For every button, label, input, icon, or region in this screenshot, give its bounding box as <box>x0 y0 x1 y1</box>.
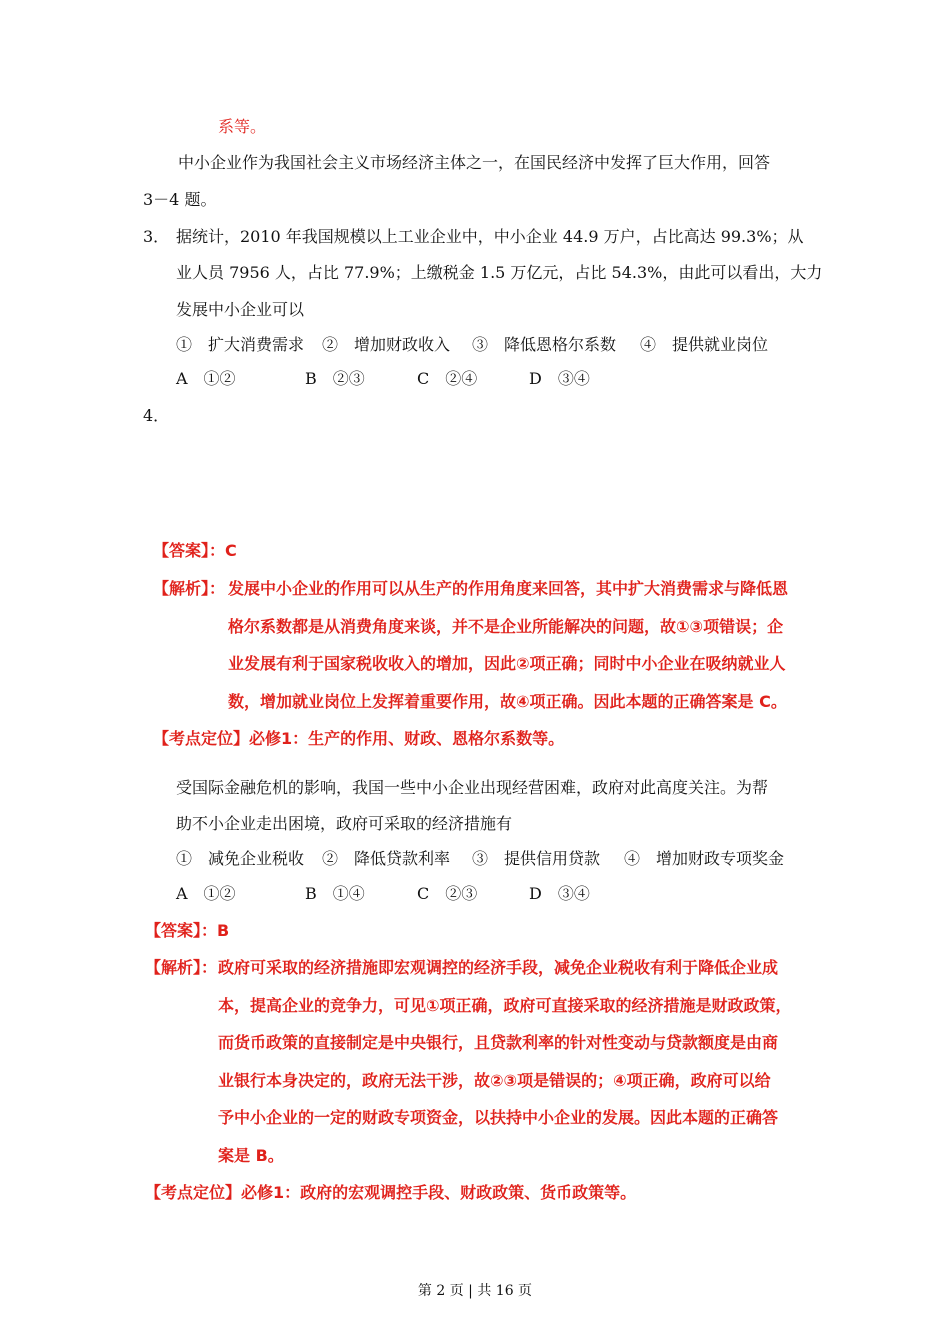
answer-label: 【答案】： <box>145 921 218 940</box>
intro-line-1: 中小企业作为我国社会主义市场经济主体之一，在国民经济中发挥了巨大作用，回答 <box>178 153 771 172</box>
question-3-choice: B ②③ <box>305 369 365 388</box>
key-point-label: 【考点定位】 <box>153 729 250 748</box>
analysis-label: 【解析】： <box>145 958 218 977</box>
analysis-line: 而货币政策的直接制定是中央银行，且贷款利率的针对性变动与贷款额度是由商 <box>218 1033 779 1052</box>
question-4-stem-line: 受国际金融危机的影响，我国一些中小企业出现经营困难，政府对此高度关注。为帮 <box>176 778 769 797</box>
answer-label: 【答案】： <box>153 541 226 560</box>
analysis-line: 数，增加就业岗位上发挥着重要作用，故④项正确。因此本题的正确答案是 C。 <box>228 692 787 711</box>
question-3-choice: A ①② <box>176 369 236 388</box>
answer-value: B <box>217 921 230 940</box>
analysis-line: 发展中小企业的作用可以从生产的作用角度来回答，其中扩大消费需求与降低恩 <box>228 579 789 598</box>
question-4-choice: C ②③ <box>417 884 478 903</box>
question-3-item: ③ 降低恩格尔系数 <box>472 335 617 354</box>
question-4-item: ③ 提供信用贷款 <box>472 849 601 868</box>
question-3-stem-line: 业人员 7956 人，占比 77.9%；上缴税金 1.5 万亿元，占比 54.3%，由此可以看出，大力 <box>176 263 823 282</box>
analysis-line: 本，提高企业的竞争力，可见①项正确，政府可直接采取的经济措施是财政政策， <box>218 996 792 1015</box>
question-3-stem-line: 据统计，2010 年我国规模以上工业企业中，中小企业 44.9 万户，占比高达 99.3%；从 <box>176 227 804 246</box>
key-point-text: 必修1：生产的作用、财政、恩格尔系数等。 <box>249 729 565 748</box>
intro-line-2: 3－4 题。 <box>143 190 217 209</box>
question-4-choice: D ③④ <box>529 884 590 903</box>
key-point-block <box>153 729 564 749</box>
question-3-number: 3． <box>143 227 170 246</box>
question-4-item: ④ 增加财政专项奖金 <box>624 849 785 868</box>
key-point-label: 【考点定位】 <box>145 1183 242 1202</box>
answer-block <box>153 541 237 561</box>
question-3-item: ④ 提供就业岗位 <box>640 335 769 354</box>
question-3-items <box>0 335 950 357</box>
analysis-line: 格尔系数都是从消费角度来谈，并不是企业所能解决的问题，故①③项错误；企 <box>228 617 784 636</box>
analysis-line: 业银行本身决定的，政府无法干涉，故②③项是错误的；④项正确，政府可以给 <box>218 1071 771 1090</box>
question-3-item: ① 扩大消费需求 <box>176 335 305 354</box>
question-3-choice: C ②④ <box>417 369 478 388</box>
analysis-line: 政府可采取的经济措施即宏观调控的经济手段，减免企业税收有利于降低企业成 <box>218 958 779 977</box>
answer-block <box>145 921 229 941</box>
previous-answer-tail: 系等。 <box>218 117 267 136</box>
question-4-choices <box>0 884 950 906</box>
page-footer: 第 2 页 | 共 16 页 <box>417 1283 533 1299</box>
analysis-label: 【解析】： <box>153 579 226 598</box>
analysis-line: 业发展有利于国家税收收入的增加，因此②项正确；同时中小企业在吸纳就业人 <box>228 654 786 673</box>
question-4-items <box>0 849 950 871</box>
key-point-block <box>145 1183 636 1203</box>
answer-value: C <box>225 541 237 560</box>
question-4-stem-line: 助不小企业走出困境，政府可采取的经济措施有 <box>176 814 513 833</box>
question-3-choice: D ③④ <box>529 369 590 388</box>
question-4-choice: A ①② <box>176 884 236 903</box>
key-point-text: 必修1：政府的宏观调控手段、财政政策、货币政策等。 <box>241 1183 637 1202</box>
question-4-item: ② 降低贷款利率 <box>322 849 451 868</box>
analysis-line: 予中小企业的一定的财政专项资金，以扶持中小企业的发展。因此本题的正确答 <box>218 1108 779 1127</box>
analysis-line: 案是 B。 <box>218 1146 284 1165</box>
question-3-stem-line: 发展中小企业可以 <box>176 300 305 319</box>
question-4-choice: B ①④ <box>305 884 365 903</box>
question-3-item: ② 增加财政收入 <box>322 335 451 354</box>
question-4-item: ① 减免企业税收 <box>176 849 305 868</box>
question-4-number: 4． <box>143 406 170 425</box>
question-3-choices <box>0 369 950 391</box>
